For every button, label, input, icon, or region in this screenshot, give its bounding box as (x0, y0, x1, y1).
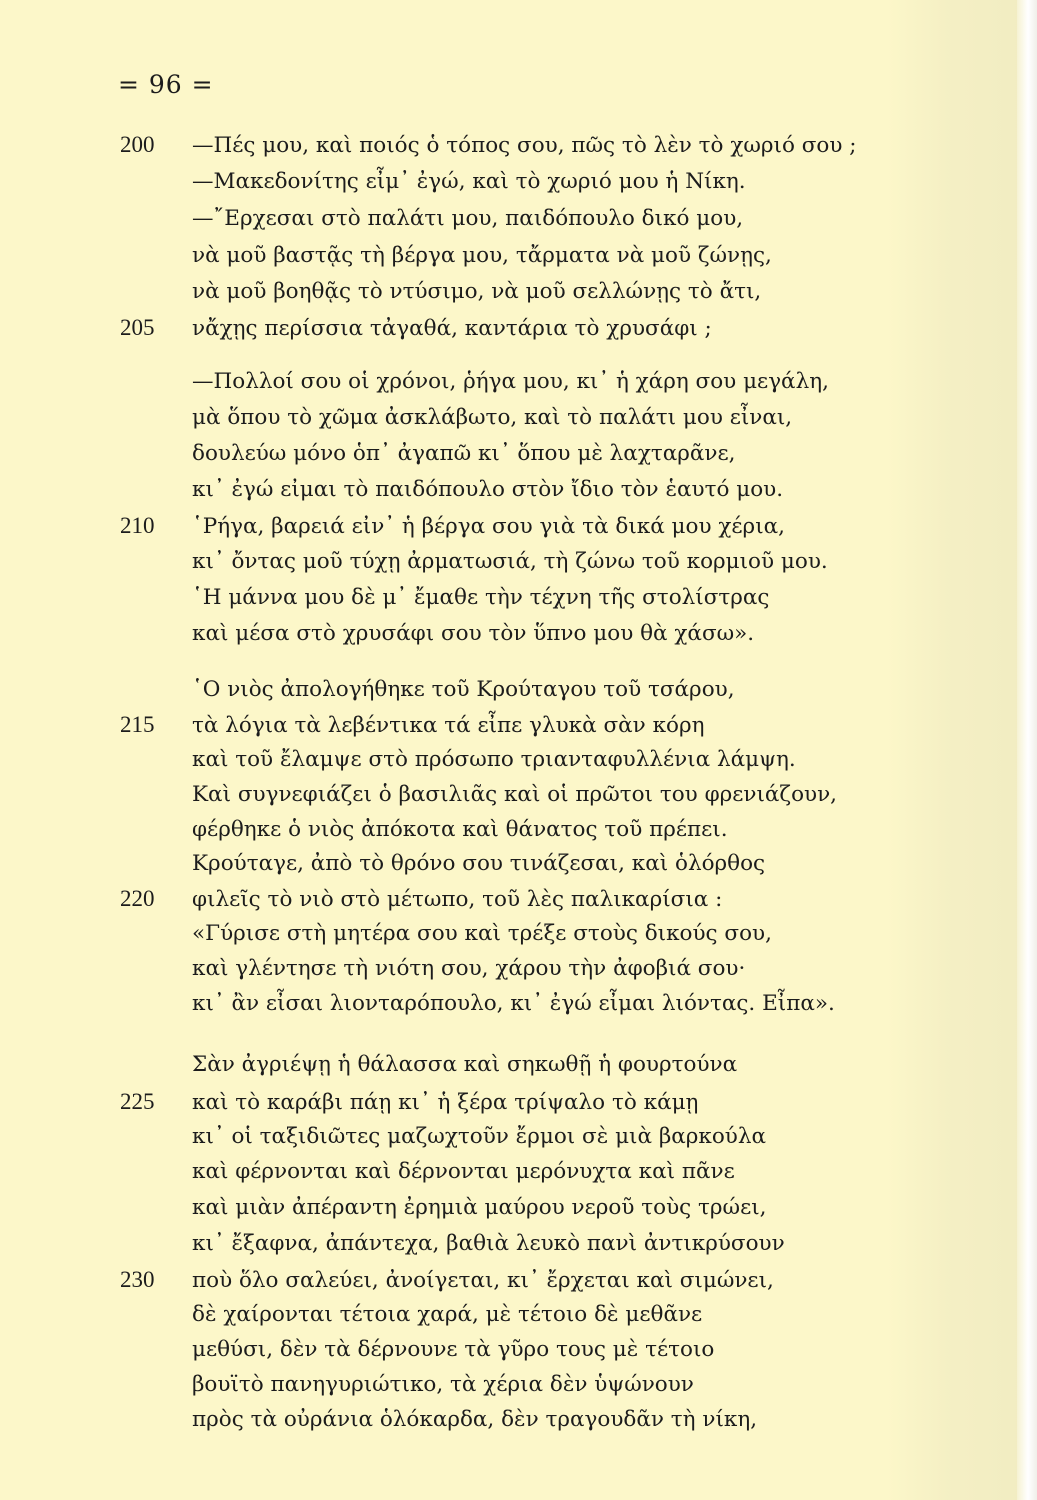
verse-line (120, 1335, 714, 1365)
verse-line (120, 1087, 698, 1117)
verse-line (120, 675, 735, 705)
verse-line (120, 367, 829, 397)
verse-line (120, 475, 783, 505)
line-text: κι᾿ ἔξαφνα, ἀπάντεχα, βαθιὰ λευκὸ πανὶ ἀντικρύσουν (192, 1231, 785, 1256)
verse-line (120, 989, 835, 1019)
verse-line (120, 849, 765, 879)
line-text: δουλεύω μόνο ὁπ᾿ ἀγαπῶ κι᾿ ὅπου μὲ λαχταρᾶνε, (192, 441, 736, 466)
verse-line (120, 1265, 774, 1295)
line-text: καὶ τοῦ ἔλαμψε στὸ πρόσωπο τριανταφυλλένια λάμψη. (192, 747, 796, 772)
line-number: 225 (120, 1089, 155, 1114)
line-text: καὶ γλέντησε τὴ νιότη σου, χάρου τὴν ἀφοβιά σου· (192, 956, 746, 981)
line-number: 230 (120, 1267, 155, 1292)
bleed-through-shadow (887, 0, 1037, 1500)
line-text: μεθύσι, δὲν τὰ δέρνουνε τὰ γῦρο τους μὲ τέτοιο (192, 1337, 715, 1362)
line-text: καὶ μέσα στὸ χρυσάφι σου τὸν ὕπνο μου θὰ χάσω». (192, 621, 755, 646)
line-text: νὰ μοῦ βαστᾷς τὴ βέργα μου, τἄρματα νὰ μοῦ ζώνῃς, (192, 243, 772, 268)
line-text: φιλεῖς τὸ νιὸ στὸ μέτωπο, τοῦ λὲς παλικαρίσια : (192, 887, 723, 912)
verse-line (120, 547, 828, 577)
line-text: ῾Ο νιὸς ἀπολογήθηκε τοῦ Κρούταγου τοῦ τσάρου, (192, 677, 735, 702)
line-text: —Πολλοί σου οἱ χρόνοι, ῥήγα μου, κι᾿ ἡ χάρη σου μεγάλη, (192, 369, 829, 394)
line-text: ῾Η μάννα μου δὲ μ᾿ ἔμαθε τὴν τέχνη τῆς στολίστρας (192, 585, 770, 610)
verse-line (120, 745, 796, 775)
line-text: πρὸς τὰ οὐράνια ὁλόκαρδα, δὲν τραγουδᾶν τὴ νίκη, (192, 1407, 758, 1432)
line-text: καὶ τὸ καράβι πάῃ κι᾿ ἡ ξέρα τρίψαλο τὸ κάμῃ (192, 1090, 699, 1115)
verse-line (120, 277, 761, 307)
line-text: δὲ χαίρονται τέτοια χαρά, μὲ τέτοιο δὲ μεθᾶνε (192, 1302, 703, 1327)
line-text: ποὺ ὅλο σαλεύει, ἀνοίγεται, κι᾿ ἔρχεται καὶ σιμώνει, (192, 1268, 774, 1293)
verse-line (120, 241, 772, 271)
verse-line (120, 1157, 735, 1187)
verse-line (120, 619, 754, 649)
verse-line (120, 1050, 737, 1080)
verse-line (120, 313, 712, 343)
line-text: —῎Ερχεσαι στὸ παλάτι μου, παιδόπουλο δικό μου, (192, 206, 744, 231)
line-number: 210 (120, 513, 155, 538)
line-text: τὰ λόγια τὰ λεβέντικα τά εἶπε γλυκὰ σὰν κόρη (192, 713, 705, 738)
line-text: —Πές μου, καὶ ποιός ὁ τόπος σου, πῶς τὸ λὲν τὸ χωριό σου ; (192, 133, 857, 158)
line-number: 205 (120, 315, 155, 340)
line-text: —Μακεδονίτης εἶμ᾿ ἐγώ, καὶ τὸ χωριό μου ἡ Νίκη. (192, 169, 746, 194)
line-text: νἄχῃς περίσσια τἀγαθά, καντάρια τὸ χρυσάφι ; (192, 316, 712, 341)
line-text: καὶ φέρνονται καὶ δέρνονται μερόνυχτα καὶ πᾶνε (192, 1159, 735, 1184)
verse-line (120, 511, 785, 541)
verse-line (120, 780, 837, 810)
verse-line (120, 884, 722, 914)
line-number: 220 (120, 886, 155, 911)
verse-line (120, 954, 745, 984)
line-text: νὰ μοῦ βοηθᾷς τὸ ντύσιμο, νὰ μοῦ σελλώνῃς τὸ ἄτι, (192, 279, 762, 304)
page-edge (1017, 0, 1037, 1500)
line-text: κι᾿ ἂν εἶσαι λιονταρόπουλο, κι᾿ ἐγώ εἶμαι λιόντας. Εἶπα». (192, 991, 835, 1016)
verse-line (120, 1193, 767, 1223)
verse-line (120, 403, 792, 433)
verse-line (120, 130, 857, 160)
verse-line (120, 815, 728, 845)
verse-line (120, 204, 743, 234)
line-text: Σὰν ἀγριέψῃ ἡ θάλασσα καὶ σηκωθῇ ἡ φουρτούνα (192, 1052, 738, 1077)
line-text: κι᾿ ὄντας μοῦ τύχῃ ἀρματωσιά, τὴ ζώνω τοῦ κορμιοῦ μου. (192, 549, 828, 574)
verse-line (120, 439, 735, 469)
line-text: φέρθηκε ὁ νιὸς ἀπόκοτα καὶ θάνατος τοῦ πρέπει. (192, 817, 728, 842)
line-text: «Γύρισε στὴ μητέρα σου καὶ τρέξε στοὺς δικούς σου, (192, 921, 772, 946)
line-text: μὰ ὅπου τὸ χῶμα ἀσκλάβωτο, καὶ τὸ παλάτι μου εἶναι, (192, 405, 793, 430)
page-number: = 96 = (118, 70, 214, 99)
verse-line (120, 167, 746, 197)
line-text: καὶ μιὰν ἀπέραντη ἐρημιὰ μαύρου νεροῦ τοὺς τρώει, (192, 1195, 767, 1220)
verse-line (120, 1122, 766, 1152)
line-text: Κρούταγε, ἀπὸ τὸ θρόνο σου τινάζεσαι, καὶ ὁλόρθος (192, 851, 766, 876)
verse-line (120, 1300, 702, 1330)
line-text: κι᾿ οἱ ταξιδιῶτες μαζωχτοῦν ἔρμοι σὲ μιὰ βαρκούλα (192, 1124, 767, 1149)
verse-line (120, 583, 769, 613)
verse-line (120, 1370, 694, 1400)
verse-line (120, 919, 772, 949)
line-number: 200 (120, 132, 155, 157)
line-number: 215 (120, 712, 155, 737)
line-text: ῾Ρήγα, βαρειά εἰν᾿ ἡ βέργα σου γιὰ τὰ δικά μου χέρια, (192, 514, 785, 539)
line-text: κι᾿ ἐγώ εἰμαι τὸ παιδόπουλο στὸν ἴδιο τὸν ἑαυτό μου. (192, 477, 784, 502)
line-text: Καὶ συγνεφιάζει ὁ βασιλιᾶς καὶ οἱ πρῶτοι του φρενιάζουν, (192, 782, 837, 807)
verse-line (120, 710, 704, 740)
verse-line (120, 1405, 757, 1435)
verse-line (120, 1229, 785, 1259)
line-text: βουϊτὸ πανηγυριώτικο, τὰ χέρια δὲν ὑψώνουν (192, 1372, 694, 1397)
